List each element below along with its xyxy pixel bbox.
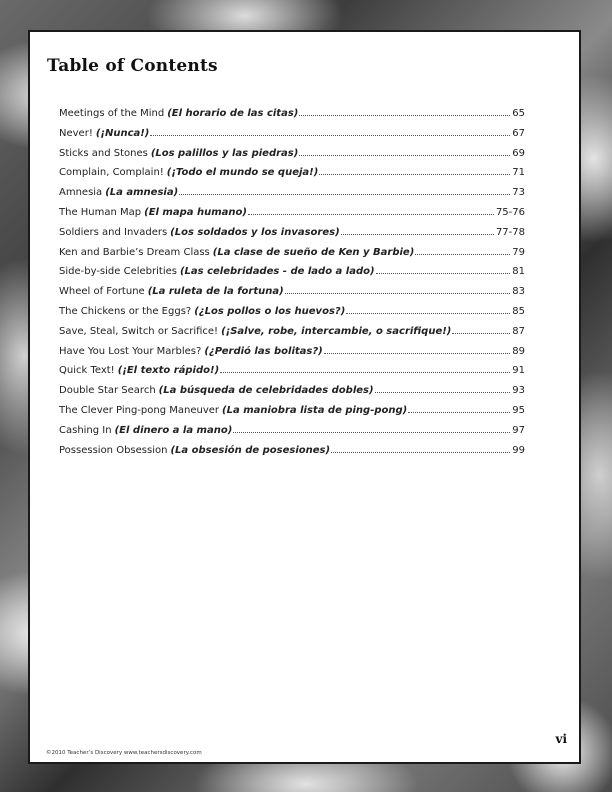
dot-leader	[324, 353, 511, 354]
dot-leader	[375, 392, 511, 393]
entry-title-en: Wheel of Fortune	[59, 286, 145, 298]
toc-entry	[59, 445, 525, 465]
toc-entry	[59, 167, 525, 187]
entry-page-number: 95	[512, 404, 525, 416]
dot-leader	[285, 293, 511, 294]
entry-title-es: (¡Todo el mundo se queja!)	[166, 167, 319, 179]
entry-title-en: The Clever Ping-pong Maneuver	[59, 404, 220, 416]
entry-page-number: 87	[512, 325, 525, 337]
page-number: vi	[555, 732, 567, 746]
entry-title-en: The Chickens or the Eggs?	[59, 305, 192, 317]
entry-title-es: (La clase de sueño de Ken y Barbie)	[212, 246, 415, 258]
toc-entry	[59, 346, 525, 366]
entry-title-es: (La amnesia)	[105, 187, 179, 199]
toc-entry	[59, 108, 525, 128]
entry-title-en: Never!	[59, 127, 93, 139]
entry-title-en: Complain, Complain!	[59, 167, 164, 179]
entry-title-es: (La búsqueda de celebridades dobles)	[158, 385, 374, 397]
entry-page-number: 65	[512, 108, 525, 119]
entry-page-number: 89	[512, 345, 525, 357]
entry-page-number: 81	[512, 266, 525, 278]
dot-leader	[331, 452, 510, 453]
entry-title-es: (La obsesión de posesiones)	[170, 444, 331, 456]
dot-leader	[408, 412, 510, 413]
dot-leader	[452, 333, 510, 334]
toc-entry	[59, 425, 525, 445]
dot-leader	[346, 313, 510, 314]
entry-title-es: (¡Salve, robe, intercambie, o sacrifique!)	[221, 325, 452, 337]
dot-leader	[341, 234, 494, 235]
dot-leader	[179, 194, 510, 195]
entry-title-en: The Human Map	[59, 206, 142, 218]
entry-title-es: (La maniobra lista de ping-pong)	[222, 404, 408, 416]
entry-title-es: (El horario de las citas)	[167, 108, 299, 119]
entry-title-en: Side-by-side Celebrities	[59, 266, 177, 278]
entry-page-number: 97	[512, 424, 525, 436]
entry-page-number: 93	[512, 385, 525, 397]
entry-title-es: (El dinero a la mano)	[114, 424, 233, 436]
dot-leader	[376, 273, 511, 274]
entry-page-number: 83	[512, 286, 525, 298]
entry-page-number: 99	[512, 444, 525, 456]
entry-page-number: 67	[512, 127, 525, 139]
entry-title-en: Meetings of the Mind	[59, 108, 165, 119]
toc-entry	[59, 128, 525, 148]
entry-title-en: Ken and Barbie’s Dream Class	[59, 246, 210, 258]
page-title: Table of Contents	[47, 56, 218, 76]
entry-title-es: (Los soldados y los invasores)	[170, 226, 340, 238]
entry-title-es: (Los palillos y las piedras)	[150, 147, 299, 159]
entry-page-number: 85	[512, 305, 525, 317]
toc-entry	[59, 326, 525, 346]
entry-title-en: Have You Lost Your Marbles?	[59, 345, 202, 357]
entry-page-number: 73	[512, 187, 525, 199]
entry-title-es: (¿Perdió las bolitas?)	[204, 345, 323, 357]
toc-entry	[59, 148, 525, 168]
entry-title-en: Quick Text!	[59, 365, 115, 377]
dot-leader	[415, 254, 510, 255]
toc-entry	[59, 365, 525, 385]
document-page	[28, 30, 581, 764]
entry-page-number: 71	[512, 167, 525, 179]
entry-title-es: (¿Los pollos o los huevos?)	[194, 305, 346, 317]
entry-page-number: 69	[512, 147, 525, 159]
dot-leader	[248, 214, 494, 215]
table-of-contents	[59, 108, 525, 464]
toc-entry	[59, 385, 525, 405]
dot-leader	[299, 155, 510, 156]
toc-entry	[59, 405, 525, 425]
toc-entry	[59, 187, 525, 207]
dot-leader	[233, 432, 510, 433]
toc-entry	[59, 247, 525, 267]
entry-title-en: Possession Obsession	[59, 444, 168, 456]
entry-title-en: Double Star Search	[59, 385, 156, 397]
toc-entry	[59, 286, 525, 306]
dot-leader	[319, 174, 510, 175]
copyright-footer: ©2010 Teacher’s Discovery www.teachersdiscovery.com	[46, 750, 202, 756]
entry-title-en: Cashing In	[59, 424, 112, 436]
entry-title-es: (¡El texto rápido!)	[117, 365, 220, 377]
entry-title-en: Save, Steal, Switch or Sacrifice!	[59, 325, 219, 337]
entry-title-es: (El mapa humano)	[144, 206, 247, 218]
entry-title-es: (¡Nunca!)	[95, 127, 150, 139]
entry-page-number: 75-76	[495, 206, 525, 218]
entry-title-es: (La ruleta de la fortuna)	[147, 286, 284, 298]
toc-entry	[59, 207, 525, 227]
entry-title-en: Soldiers and Invaders	[59, 226, 168, 238]
entry-page-number: 77-78	[495, 226, 525, 238]
dot-leader	[299, 115, 510, 116]
toc-entry	[59, 306, 525, 326]
toc-entry	[59, 227, 525, 247]
dot-leader	[150, 135, 510, 136]
entry-title-es: (Las celebridades - de lado a lado)	[179, 266, 375, 278]
entry-title-en: Sticks and Stones	[59, 147, 148, 159]
dot-leader	[220, 372, 510, 373]
entry-title-en: Amnesia	[59, 187, 103, 199]
entry-page-number: 79	[512, 246, 525, 258]
entry-page-number: 91	[512, 365, 525, 377]
toc-entry	[59, 266, 525, 286]
